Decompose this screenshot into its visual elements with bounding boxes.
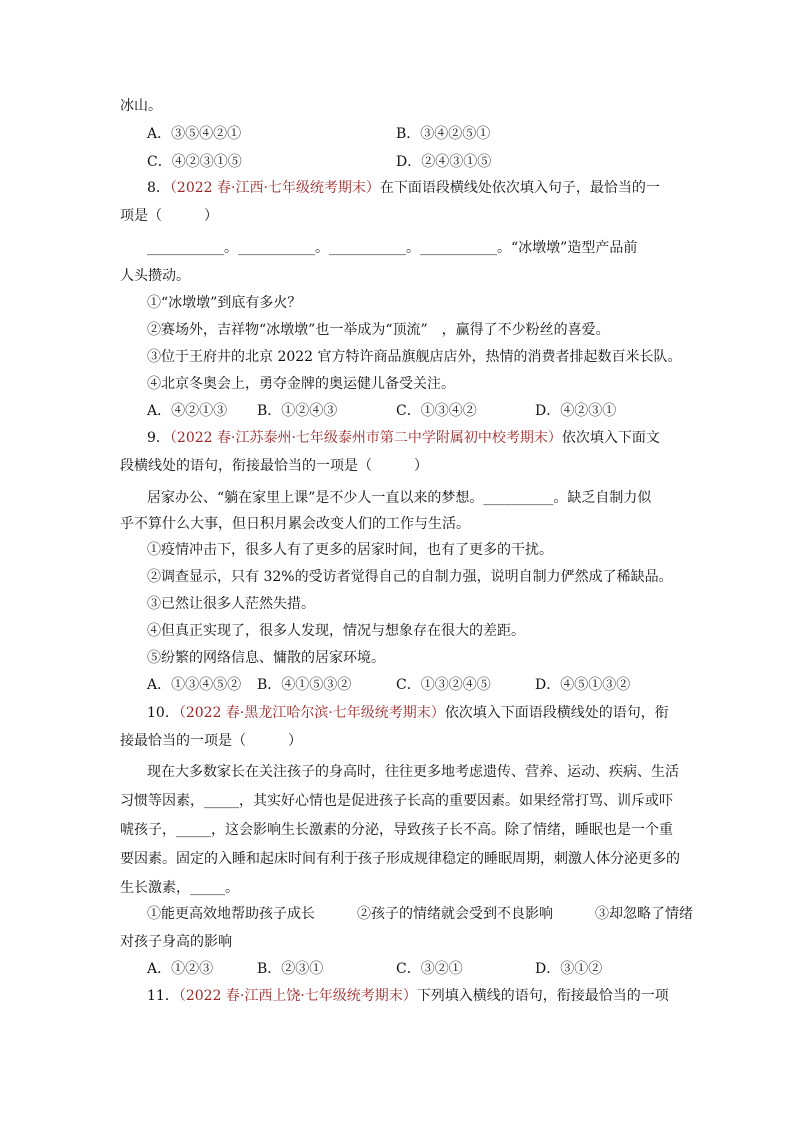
q10-source-close: ） xyxy=(430,705,445,721)
q10-passage-line4: 要因素。固定的入睡和起床时间有利于孩子形成规律稳定的睡眠周期，刺激人体分泌更多的 xyxy=(120,851,680,867)
q11-number: 11． xyxy=(147,988,179,1004)
q9-stem-text: 依次填入下面文 xyxy=(561,430,660,446)
q9-option-d: D．④⑤①③② xyxy=(535,677,631,693)
q7-option-d: D．②④③①⑤ xyxy=(396,154,492,170)
q8-stem xyxy=(147,178,660,198)
q10-number: 10． xyxy=(147,705,179,721)
q9-item-2: ②调查显示，只有 32%的受访者觉得自己的自制力强，说明自制力俨然成了稀缺品。 xyxy=(147,569,673,585)
q8-source-close: ） xyxy=(365,180,380,196)
q10-stem-text: 依次填入下面语段横线处的语句，衔 xyxy=(444,705,669,721)
q8-stem-line2: 项是（ ） xyxy=(120,208,218,224)
q10-passage-line5: 生长激素，_____。 xyxy=(120,880,239,896)
q9-item-5: ⑤纷繁的网络信息、慵散的居家环境。 xyxy=(147,650,385,666)
q10-option-b: B．②③① xyxy=(257,961,324,977)
q10-stem xyxy=(147,703,669,723)
q8-stem-text: 在下面语段横线处依次填入句子，最恰当的一 xyxy=(379,180,660,196)
q10-option-d: D．③①② xyxy=(535,961,603,977)
q8-item-3: ③位于王府井的北京 2022 官方特许商品旗舰店店外，热情的消费者排起数百米长队。 xyxy=(147,349,682,365)
q8-source-open: （ xyxy=(169,180,177,196)
q8-option-d: D．④②③① xyxy=(535,403,617,419)
q11-stem-text: 下列填入横线的语句，衔接最恰当的一项 xyxy=(416,988,669,1004)
q7-option-a: A．③⑤④②① xyxy=(147,126,242,142)
q9-source: 2022 春·江苏泰州·七年级泰州市第二中学附属初中校考期末 xyxy=(176,430,548,446)
q8-item-1: ①“冰墩墩”到底有多火？ xyxy=(147,295,302,311)
q11-source: 2022 春·江西上饶·七年级统考期末 xyxy=(185,988,403,1004)
q11-source-close: ） xyxy=(402,988,417,1004)
q9-source-close: ） xyxy=(547,430,562,446)
q9-option-a: A．①③④⑤② xyxy=(147,677,242,693)
q9-passage-line2: 乎不算什么大事，但日积月累会改变人们的工作与生活。 xyxy=(120,516,470,532)
q9-source-open: （ xyxy=(169,430,177,446)
q8-passage-line2: 人头攒动。 xyxy=(120,268,190,284)
q10-passage-line1: 现在大多数家长在关注孩子的身高时，往往更多地考虑遗传、营养、运动、疾病、生活 xyxy=(147,764,679,780)
q9-passage-line1: 居家办公、“躺在家里上课”是不少人一直以来的梦想。__________。缺乏自制力似 xyxy=(147,490,652,506)
q7-option-c: C．④②③①⑤ xyxy=(147,154,242,170)
q10-source: 2022 春·黑龙江哈尔滨·七年级统考期末 xyxy=(185,705,431,721)
q10-passage-line2: 习惯等因素，_____，其实好心情也是促进孩子长高的重要因素。如果经常打骂、训斥或吓 xyxy=(120,793,673,809)
q11-source-open: （ xyxy=(178,988,186,1004)
q10-passage-line3: 唬孩子，_____，这会影响生长激素的分泌，导致孩子长不高。除了情绪，睡眠也是一个重 xyxy=(120,822,673,838)
q10-stem-line2: 接最恰当的一项是（ ） xyxy=(120,733,302,749)
q8-number: 8． xyxy=(147,180,170,196)
q9-stem xyxy=(147,428,660,448)
q8-option-c: C．①③④② xyxy=(396,403,477,419)
q8-option-b: B．①②④③ xyxy=(257,403,338,419)
q10-source-open: （ xyxy=(178,705,186,721)
q9-option-b: B．④①⑤③② xyxy=(257,677,352,693)
q10-items-line1: ①能更高效地帮助孩子成长 ②孩子的情绪就会受到不良影响 ③却忽略了情绪 xyxy=(147,906,693,922)
q10-items-line2: 对孩子身高的影响 xyxy=(120,934,232,950)
q10-option-c: C．③②① xyxy=(396,961,463,977)
q9-number: 9． xyxy=(147,430,170,446)
q8-item-2: ②赛场外，吉祥物“冰墩墩”也一举成为“顶流” ，赢得了不少粉丝的喜爱。 xyxy=(147,322,610,338)
q9-option-c: C．①③②④⑤ xyxy=(396,677,491,693)
q8-source: 2022 春·江西·七年级统考期末 xyxy=(176,180,366,196)
q7-option-b: B．③④②⑤① xyxy=(396,126,491,142)
q9-item-4: ④但真正实现了，很多人发现，情况与想象存在很大的差距。 xyxy=(147,623,525,639)
q9-item-1: ①疫情冲击下，很多人有了更多的居家时间，也有了更多的干扰。 xyxy=(147,542,553,558)
continuation-text: 冰山。 xyxy=(120,98,162,114)
q8-passage-line1: ___________。___________。___________。___________。“冰墩墩”造型产品前 xyxy=(147,240,638,256)
q9-item-3: ③已然让很多人茫然失措。 xyxy=(147,596,315,612)
q8-item-4: ④北京冬奥会上，勇夺金牌的奥运健儿备受关注。 xyxy=(147,376,455,392)
q10-option-a: A．①②③ xyxy=(147,961,214,977)
q8-option-a: A．④②①③ xyxy=(147,403,228,419)
q9-stem-line2: 段横线处的语句，衔接最恰当的一项是（ ） xyxy=(120,458,428,474)
q11-stem xyxy=(147,986,669,1006)
